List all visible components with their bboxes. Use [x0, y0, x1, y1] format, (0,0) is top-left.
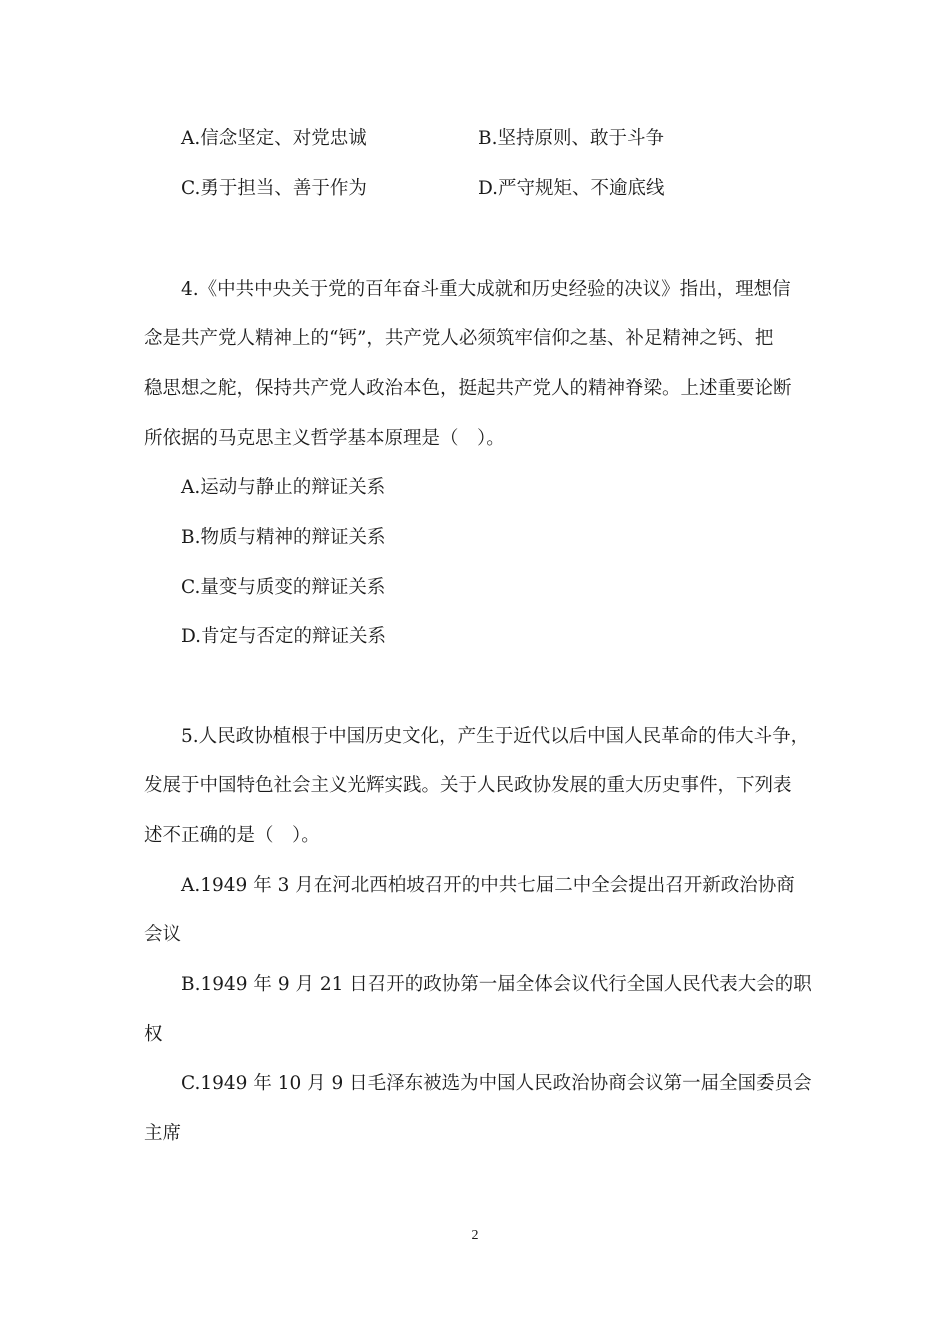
q4-stem-line-3: 稳思想之舵，保持共产党人政治本色，挺起共产党人的精神脊梁。上述重要论断: [144, 378, 792, 399]
q4-stem-line-1: 4.《中共中央关于党的百年奋斗重大成就和历史经验的决议》指出，理想信: [181, 279, 791, 300]
q4-option-c: C.量变与质变的辩证关系: [181, 577, 386, 598]
page-number: 2: [471, 1228, 479, 1243]
q4-stem-line-2: 念是共产党人精神上的“钙”，共产党人必须筑牢信仰之基、补足精神之钙、把: [144, 328, 774, 349]
q3-option-d: D.严守规矩、不逾底线: [478, 178, 665, 199]
q5-stem-line-1: 5.人民政协植根于中国历史文化，产生于近代以后中国人民革命的伟大斗争，: [181, 726, 810, 747]
q5-option-a-line-2: 会议: [144, 924, 182, 945]
q5-option-b-line-1: B.1949 年 9 月 21 日召开的政协第一届全体会议代行全国人民代表大会的职: [181, 974, 812, 995]
q3-option-a: A.信念坚定、对党忠诚: [181, 128, 367, 149]
q3-option-b: B.坚持原则、敢于斗争: [478, 128, 664, 149]
q5-option-a-line-1: A.1949 年 3 月在河北西柏坡召开的中共七届二中全会提出召开新政治协商: [181, 875, 795, 896]
q5-option-c-line-1: C.1949 年 10 月 9 日毛泽东被选为中国人民政治协商会议第一届全国委员会: [181, 1073, 812, 1094]
q5-stem-line-2: 发展于中国特色社会主义光辉实践。关于人民政协发展的重大历史事件，下列表: [144, 775, 792, 796]
q5-option-c-line-2: 主席: [144, 1123, 182, 1144]
q4-option-b: B.物质与精神的辩证关系: [181, 527, 386, 548]
q5-stem-line-3: 述不正确的是（ ）。: [144, 825, 320, 846]
q4-option-d: D.肯定与否定的辩证关系: [181, 626, 387, 647]
q4-stem-line-4: 所依据的马克思主义哲学基本原理是（ ）。: [144, 428, 505, 449]
q3-option-c: C.勇于担当、善于作为: [181, 178, 367, 199]
q4-option-a: A.运动与静止的辩证关系: [181, 477, 386, 498]
q5-option-b-line-2: 权: [144, 1024, 163, 1045]
